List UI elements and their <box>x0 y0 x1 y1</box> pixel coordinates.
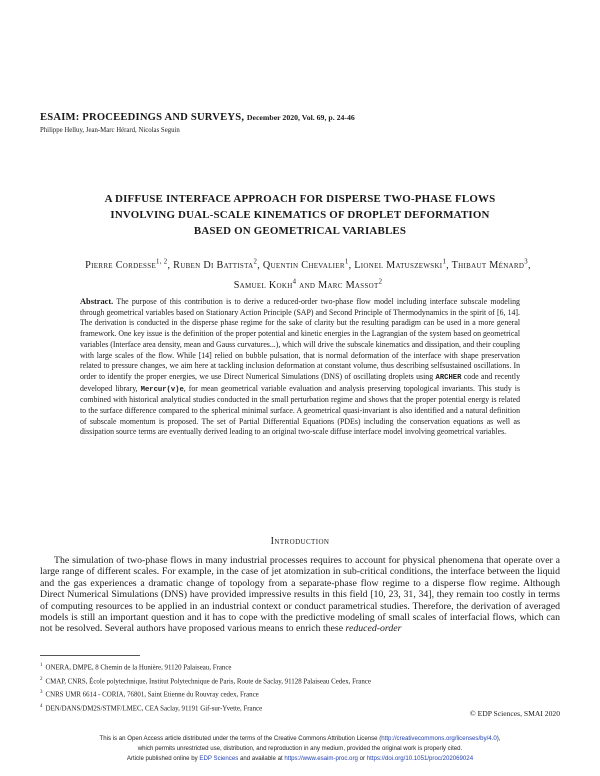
abstract-text: code and recently developed library, <box>80 371 521 393</box>
library-name: Mercur(v)e <box>140 385 184 394</box>
title-line: BASED ON GEOMETRICAL VARIABLES <box>193 225 407 237</box>
copyright-notice: © EDP Sciences, SMAI 2020 <box>469 709 560 718</box>
title-line: A DIFFUSE INTERFACE APPROACH FOR DISPERSE TWO-PHASE FLOWS <box>104 193 496 205</box>
footnote-rule <box>40 655 140 656</box>
author: Samuel Kokh$^4$ and <box>233 278 319 292</box>
paragraph-text: The simulation of two-phase flows in many industrial processes requires to account for physical phenomena that operate over a large range of different scales. For example, in the case of jet atomization in sub-critical conditions, the interface between the liquid and the gas experiences a dramatic change of topology from a separate-phase flow regime to a disperse flow regime. Although Direct Numerical Simulations (DNS) have provided impressive results in this field [10, 23, 31, 34], they remain too costly in terms of computing resources to be applied in an industrial context or conduct parametrical studies. Therefore, the derivation of averaged models is still an important question and it has to cope with the predictive modeling of small scales of interfacial flows, which can not be resolved. Several authors have proposed various means to enrich these <box>40 555 560 635</box>
license-notice <box>0 734 600 765</box>
author: Marc Massot$^2$ <box>318 278 383 292</box>
license-line: which permits unrestricted use, distribution, and reproduction in any medium, provided the original work is properly cited. <box>137 745 463 753</box>
footnote: $^2$ CMAP, CNRS, École polytechnique, Institut Polytechnique de Paris, Route de Saclay, 91128 Palaiseau Cedex, France <box>40 676 371 685</box>
abstract <box>80 297 520 438</box>
section-heading-introduction: Introduction <box>270 536 330 547</box>
author: Lionel Matuszewski$^1$, <box>354 259 452 272</box>
journal-issue-info: December 2020, Vol. 69, p. 24-46 <box>246 113 355 122</box>
abstract-text: , for mean geometrical variable evaluation and analysis preserving topological invariants. This study is combined with historical analytical studies conducted in the small perturbation regime and shows that the proper potential energy is related to the surface difference compared to the spherical minimal surface. A geometrical quasi-invariant is also identified and a natural definition of subscale momentum is proposed. The set of Partial Differential Equations (PDEs) including the conservation equations as well as dissipation source terms are eventually derived leading to an original two-scale diffuse interface model involving geometrical variables. <box>80 383 521 437</box>
introduction-paragraph <box>40 555 560 635</box>
doi-link[interactable]: https://doi.org/10.1051/proc/202069024 <box>366 755 474 763</box>
license-link[interactable]: http://creativecommons.org/licenses/by/4.0 <box>381 735 497 742</box>
journal-header <box>40 112 355 123</box>
affiliation-footnotes <box>40 660 560 715</box>
author: Quentin Chevalier$^1$, <box>262 259 355 272</box>
title-line: INVOLVING DUAL-SCALE KINEMATICS OF DROPLET DEFORMATION <box>110 209 490 221</box>
license-line: Article published online by EDP Sciences and available at https://www.esaim-proc.org or https://doi.org/10.1051/proc/202069024 <box>126 755 474 763</box>
footnote: $^1$ ONERA, DMPE, 8 Chemin de la Hunière, 91120 Palaiseau, France <box>40 663 232 672</box>
paragraph-tail: reduced-order <box>345 623 402 635</box>
footnote: $^4$ DEN/DANS/DM2S/STMF/LMEC, CEA Saclay, 91191 Gif-sur-Yvette, France <box>40 704 263 713</box>
abstract-label: Abstract. <box>80 297 114 306</box>
author: Thibaut Ménard$^3$, <box>451 259 531 272</box>
code-name: ARCHER <box>435 373 462 382</box>
author: Ruben Di Battista$^2$, <box>173 259 263 272</box>
footnote: $^3$ CNRS UMR 6614 - CORIA, 76801, Saint Etienne du Rouvray cedex, France <box>40 690 259 699</box>
journal-website-link[interactable]: https://www.esaim-proc.org <box>284 755 358 763</box>
publisher-link[interactable]: EDP Sciences <box>199 755 239 763</box>
author-list <box>68 255 548 295</box>
abstract-text: The purpose of this contribution is to derive a reduced-order two-phase flow model including interface subscale modeling through geometrical variables based on Stationary Action Principle (SAP) and Second Principle of Thermodynamics in the spirit of [6, 14]. The derivation is conducted in the disperse phase regime for the sake of clarity but the resulting paradigm can be used in a more general framework. One key issue is the definition of the proper potential and kinetic energies in the Lagrangian of the system based on geometrical variables (Interface area density, mean and Gauss curvatures...), which will drive the subscale kinematics and dissipation, and their coupling with large scales of the flow. While [14] relied on bubble pulsation, that is normal deformation of the interface with shape preservation related to pressure changes, we aim here at tackling inclusion deformation at constant volume, thus describing selfsustained oscillations. In order to identify the proper energies, we use Direct Numerical Simulations (DNS) of oscillating droplets using <box>80 297 520 381</box>
paper-title <box>40 191 560 239</box>
editors-line: Philippe Helluy, Jean-Marc Hérard, Nicolas Seguin <box>40 127 180 134</box>
license-line: This is an Open Access article distributed under the terms of the Creative Commons Attribution License (http://creativecommons.org/licenses/by/4.0), <box>99 735 501 742</box>
author: Pierre Cordesse$^{1, 2}$, <box>85 259 174 272</box>
journal-name: ESAIM: PROCEEDINGS AND SURVEYS, <box>40 112 245 123</box>
